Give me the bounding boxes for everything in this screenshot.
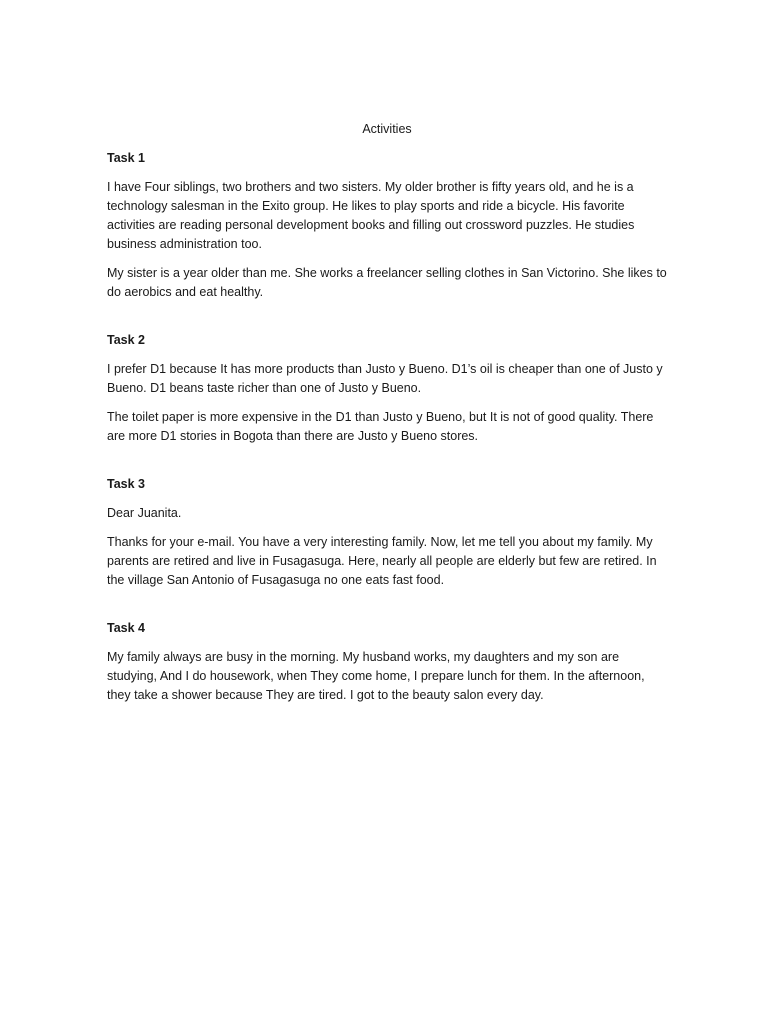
document-title: Activities (362, 122, 412, 136)
task-2-paragraph-1: I prefer D1 because It has more products than Justo y Bueno. D1’s oil is cheaper than one of Justo y Bueno. D1 beans taste richer than one of Justo y Bueno. (107, 362, 663, 395)
task-4-heading: Task 4 (107, 621, 145, 635)
task-4-section (107, 619, 667, 705)
task-1-paragraph-1: I have Four siblings, two brothers and two sisters. My older brother is fifty years old, and he is a technology salesman in the Exito group. He likes to play sports and ride a bicycle. His favorite activities are reading personal development books and filling out crossword puzzles. He studies business administration too. (107, 180, 635, 251)
task-3-salutation: Dear Juanita. (107, 506, 182, 520)
section-spacer (107, 600, 667, 619)
task-3-heading: Task 3 (107, 477, 145, 491)
task-3-section (107, 475, 667, 590)
task-1-paragraph-2: My sister is a year older than me. She works a freelancer selling clothes in San Victorino. She likes to do aerobics and eat healthy. (107, 266, 667, 299)
document-body (107, 120, 667, 715)
task-2-heading: Task 2 (107, 333, 145, 347)
task-2-paragraph-2: The toilet paper is more expensive in the D1 than Justo y Bueno, but It is not of good quality. There are more D1 stories in Bogota than there are Justo y Bueno stores. (107, 410, 654, 443)
section-spacer (107, 456, 667, 475)
section-spacer (107, 312, 667, 331)
task-3-paragraph-1: Thanks for your e-mail. You have a very interesting family. Now, let me tell you about my family. My parents are retired and live in Fusagasuga. Here, nearly all people are elderly but few are retired. In the village San Antonio of Fusagasuga no one eats fast food. (107, 535, 657, 587)
task-2-section (107, 331, 667, 446)
task-1-heading: Task 1 (107, 151, 145, 165)
task-1-section (107, 149, 667, 302)
task-4-paragraph-1: My family always are busy in the morning. My husband works, my daughters and my son are studying, And I do housework, when They come home, I prepare lunch for them. In the afternoon, they take a shower because They are tired. I got to the beauty salon every day. (107, 650, 645, 702)
